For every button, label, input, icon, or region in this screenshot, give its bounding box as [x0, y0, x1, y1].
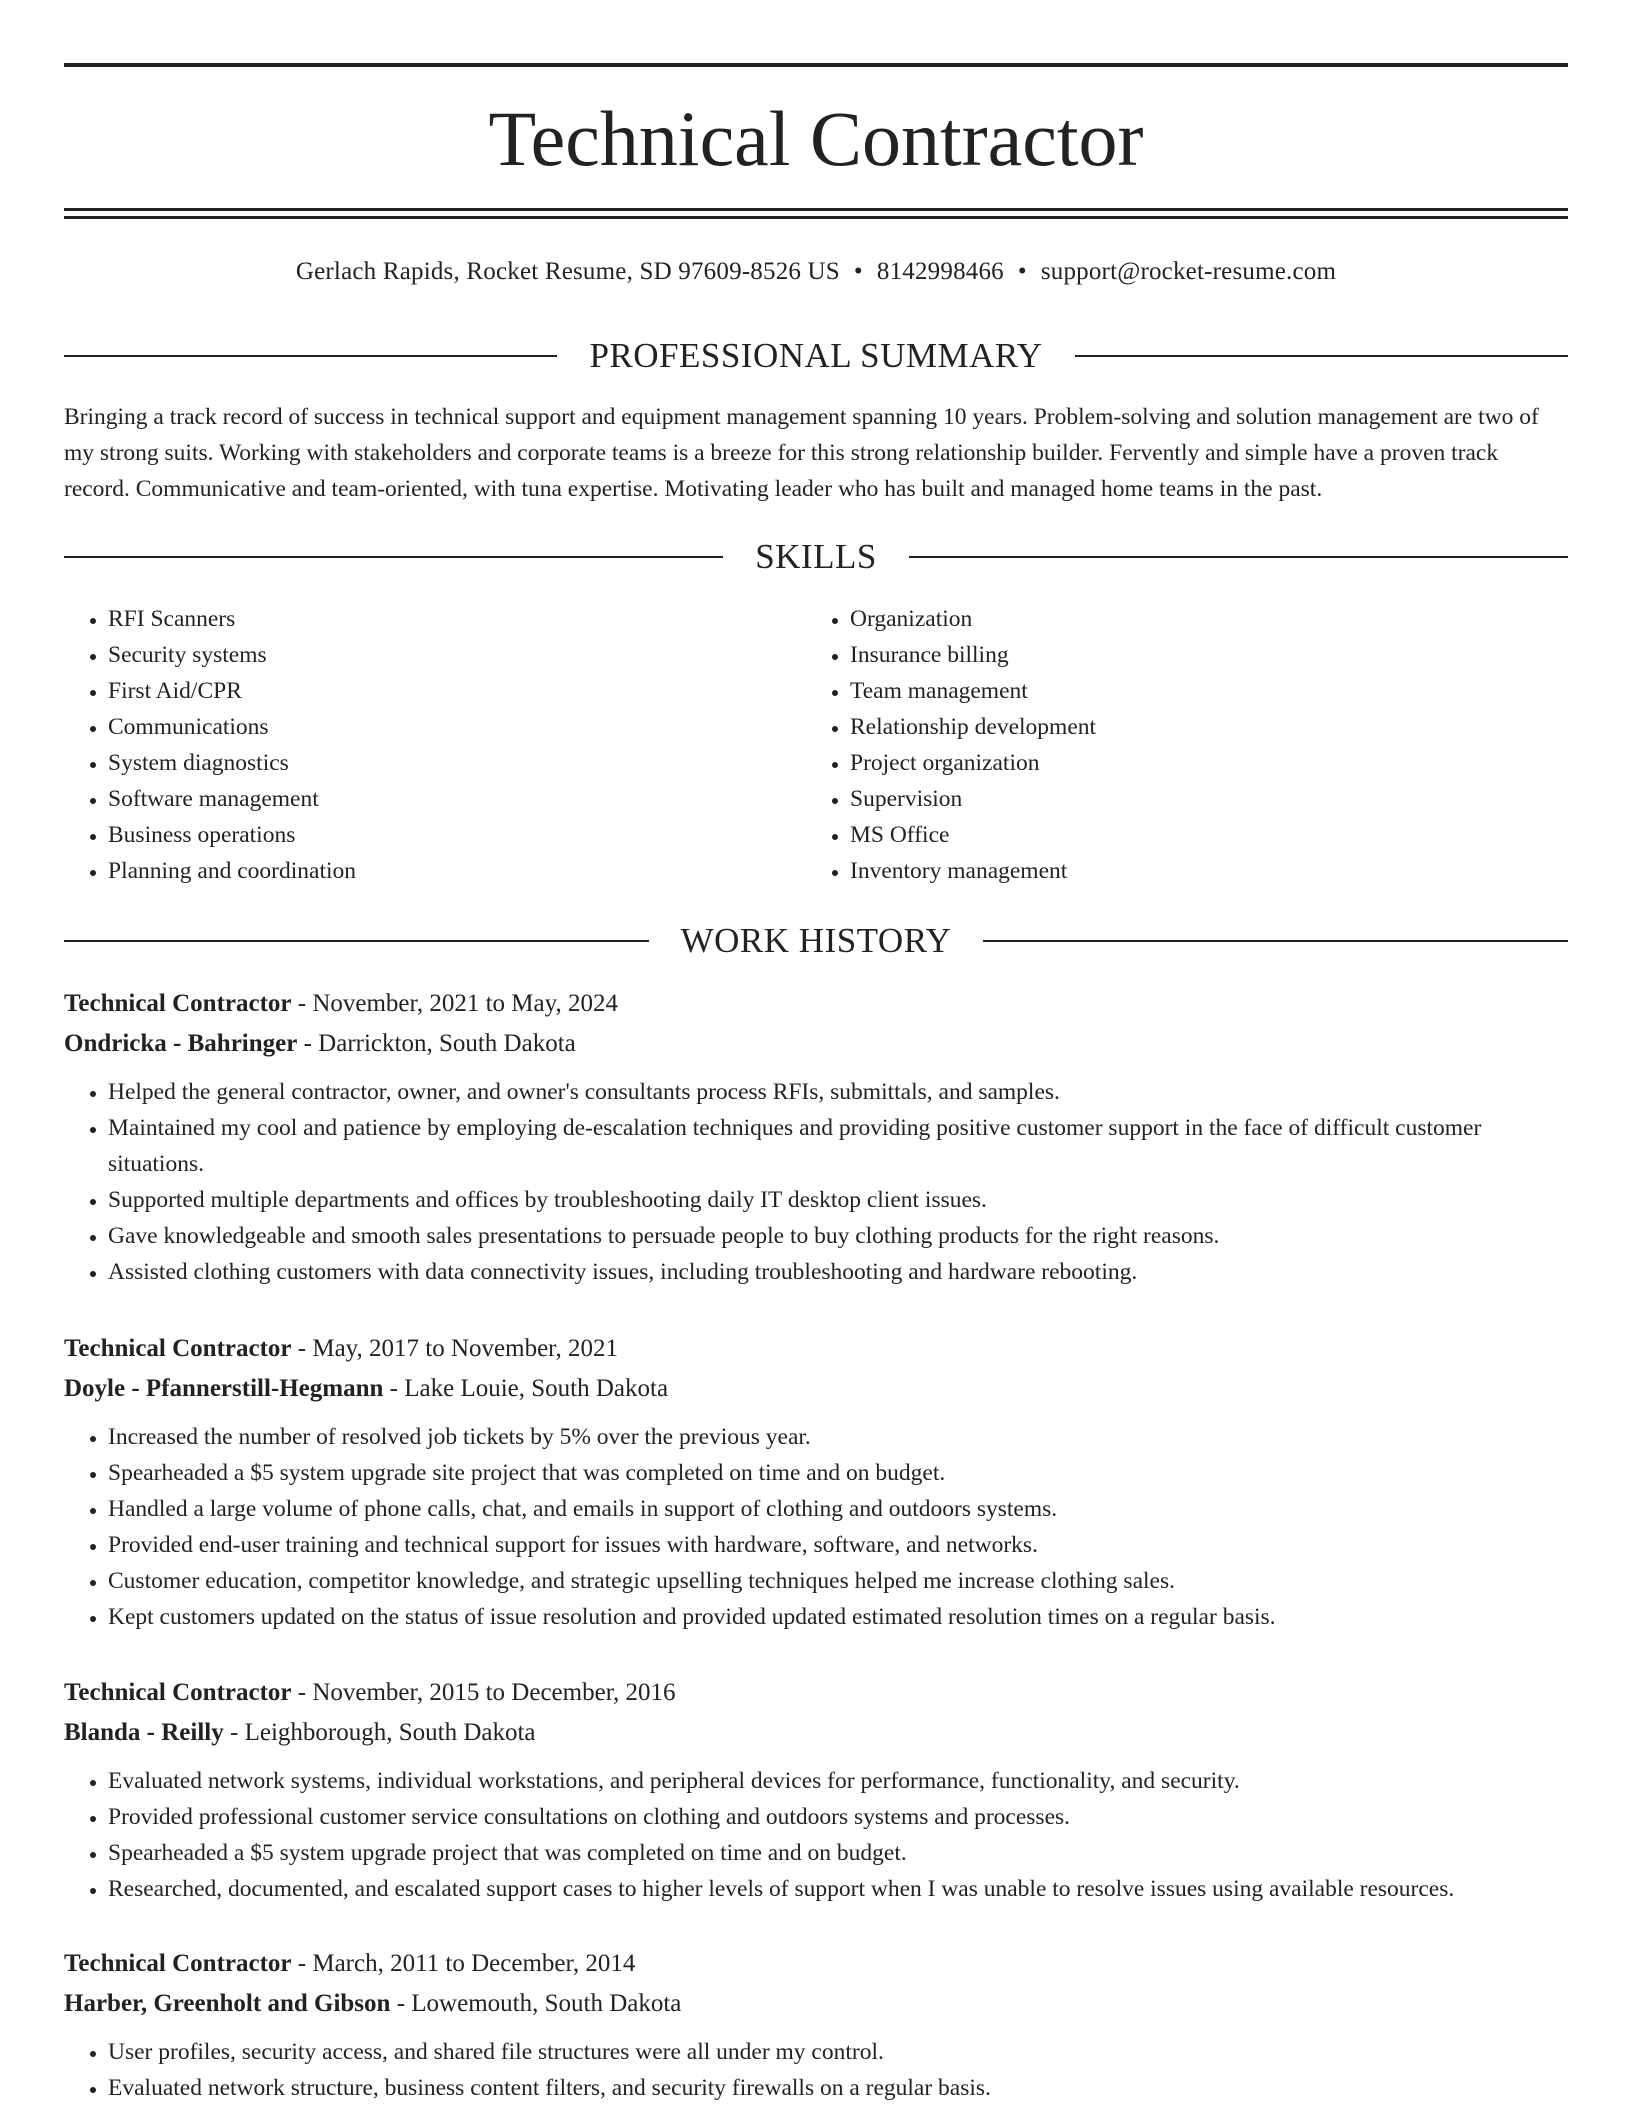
job-bullet: • Customer education, competitor knowledge, and strategic upselling techniques helped me increase clothing sales.	[108, 1563, 1568, 1599]
skills-column-left	[64, 601, 806, 889]
job-title-line	[64, 984, 1568, 1024]
heading-rule	[64, 355, 557, 357]
job-bullet: • Evaluated network systems, individual workstations, and peripheral devices for performance, functionality, and security.	[108, 1763, 1568, 1799]
heading-rule	[909, 556, 1568, 558]
skill-item: • Supervision	[850, 781, 1548, 817]
job-bullet: • Maintained my cool and patience by employing de-escalation techniques and providing positive customer support in the face of difficult customer situations.	[108, 1110, 1568, 1182]
job-bullets	[64, 1074, 1568, 1290]
job-entry	[64, 1329, 1568, 1635]
contact-separator: •	[1017, 258, 1027, 285]
job-title-line	[64, 1944, 1568, 1984]
job-company: Blanda - Reilly	[64, 1719, 224, 1746]
job-title: Technical Contractor	[64, 990, 292, 1017]
job-bullets	[64, 2034, 1568, 2106]
resume-title: Technical Contractor	[488, 95, 1144, 182]
job-company-line	[64, 1024, 1568, 1064]
job-location: - Lake Louie, South Dakota	[383, 1375, 669, 1402]
skills-list	[64, 601, 1568, 889]
skill-item: • RFI Scanners	[108, 601, 806, 637]
job-bullet: • Provided end-user training and technical support for issues with hardware, software, and networks.	[108, 1527, 1568, 1563]
contact-line	[64, 254, 1568, 290]
job-bullets	[64, 1419, 1568, 1635]
skill-item: • Inventory management	[850, 853, 1548, 889]
skill-item: • Communications	[108, 709, 806, 745]
job-title-line	[64, 1329, 1568, 1369]
job-title: Technical Contractor	[64, 1950, 292, 1977]
job-company: Ondricka - Bahringer	[64, 1030, 298, 1057]
job-bullet: • Gave knowledgeable and smooth sales presentations to persuade people to buy clothing products for the right reasons.	[108, 1218, 1568, 1254]
job-bullet: • Spearheaded a $5 system upgrade project that was completed on time and on budget.	[108, 1835, 1568, 1871]
skill-item: • Project organization	[850, 745, 1548, 781]
job-bullet: • Provided professional customer service consultations on clothing and outdoors systems and processes.	[108, 1799, 1568, 1835]
skill-item: • Security systems	[108, 637, 806, 673]
contact-email: support@rocket-resume.com	[1040, 258, 1337, 285]
job-bullet: • Helped the general contractor, owner, and owner's consultants process RFIs, submittals, and samples.	[108, 1074, 1568, 1110]
job-location: - Lowemouth, South Dakota	[390, 1990, 682, 2017]
job-location: - Darrickton, South Dakota	[297, 1030, 576, 1057]
section-heading-summary	[64, 334, 1568, 378]
job-location: - Leighborough, South Dakota	[223, 1719, 536, 1746]
job-company-line	[64, 1369, 1568, 1409]
skill-item: • Relationship development	[850, 709, 1548, 745]
job-bullet: • Supported multiple departments and offices by troubleshooting daily IT desktop client issues.	[108, 1182, 1568, 1218]
skill-item: • MS Office	[850, 817, 1548, 853]
section-heading-label: SKILLS	[755, 537, 877, 576]
job-title-line	[64, 1673, 1568, 1713]
job-company-line	[64, 1984, 1568, 2024]
skill-item: • System diagnostics	[108, 745, 806, 781]
job-dates: - November, 2015 to December, 2016	[291, 1679, 676, 1706]
job-bullet: • Evaluated network structure, business content filters, and security firewalls on a regular basis.	[108, 2070, 1568, 2106]
job-bullet: • Increased the number of resolved job tickets by 5% over the previous year.	[108, 1419, 1568, 1455]
skill-item: • Team management	[850, 673, 1548, 709]
contact-separator: •	[853, 258, 863, 285]
heading-rule	[64, 556, 723, 558]
heading-rule	[1075, 355, 1568, 357]
header-top-rule	[64, 63, 1568, 67]
skill-item: • Planning and coordination	[108, 853, 806, 889]
job-dates: - May, 2017 to November, 2021	[291, 1335, 619, 1362]
skill-item: • Software management	[108, 781, 806, 817]
skills-column-right	[806, 601, 1548, 889]
job-bullet: • Kept customers updated on the status of issue resolution and provided updated estimated resolution times on a regular basis.	[108, 1599, 1568, 1635]
header-double-rule	[64, 208, 1568, 219]
skill-item: • Business operations	[108, 817, 806, 853]
section-heading-work-history	[64, 919, 1568, 963]
job-entry	[64, 984, 1568, 1290]
job-title: Technical Contractor	[64, 1679, 292, 1706]
job-company: Harber, Greenholt and Gibson	[64, 1990, 391, 2017]
heading-rule	[983, 940, 1568, 942]
job-title: Technical Contractor	[64, 1335, 292, 1362]
job-bullet: • Spearheaded a $5 system upgrade site project that was completed on time and on budget.	[108, 1455, 1568, 1491]
contact-address: Gerlach Rapids, Rocket Resume, SD 97609-8526 US	[295, 258, 840, 285]
job-bullet: • Assisted clothing customers with data connectivity issues, including troubleshooting and hardware rebooting.	[108, 1254, 1568, 1290]
skill-item: • Organization	[850, 601, 1548, 637]
heading-rule	[64, 940, 649, 942]
section-heading-label: WORK HISTORY	[680, 921, 952, 960]
job-entry	[64, 1673, 1568, 1907]
job-company-line	[64, 1713, 1568, 1753]
job-bullet: • Researched, documented, and escalated support cases to higher levels of support when I was unable to resolve issues using available resources.	[108, 1871, 1568, 1907]
job-bullets	[64, 1763, 1568, 1907]
contact-phone: 8142998466	[876, 258, 1004, 285]
job-bullet: • User profiles, security access, and shared file structures were all under my control.	[108, 2034, 1568, 2070]
skill-item: • First Aid/CPR	[108, 673, 806, 709]
job-bullet: • Handled a large volume of phone calls, chat, and emails in support of clothing and outdoors systems.	[108, 1491, 1568, 1527]
summary-text: Bringing a track record of success in technical support and equipment management spanning 10 years. Problem-solving and solution management are two of my strong suits. Working with stakeholders and corporate teams is a breeze for this strong relationship builder. Fervently and simple have a proven track record. Communicative and team-oriented, with tuna expertise. Motivating leader who has built and managed home teams in the past.	[64, 404, 1539, 502]
job-company: Doyle - Pfannerstill-Hegmann	[64, 1375, 384, 1402]
skill-item: • Insurance billing	[850, 637, 1548, 673]
job-entry	[64, 1944, 1568, 2106]
job-dates: - March, 2011 to December, 2014	[291, 1950, 636, 1977]
section-heading-label: PROFESSIONAL SUMMARY	[589, 336, 1043, 375]
section-heading-skills	[64, 535, 1568, 579]
job-dates: - November, 2021 to May, 2024	[291, 990, 619, 1017]
